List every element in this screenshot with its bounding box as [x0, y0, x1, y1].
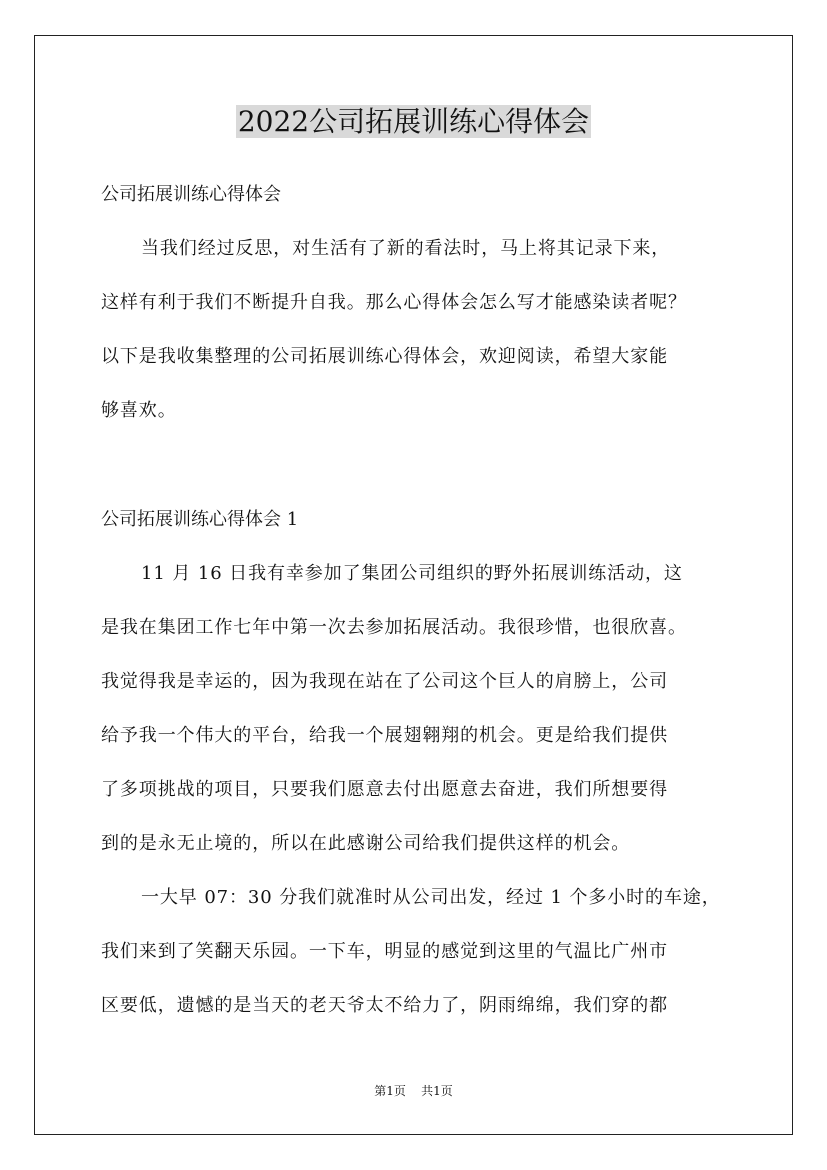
paragraph1-line: 给予我一个伟大的平台，给我一个展翅翱翔的机会。更是给我们提供 — [101, 725, 668, 746]
paragraph1-line: 了多项挑战的项目，只要我们愿意去付出愿意去奋进，我们所想要得 — [101, 779, 668, 800]
paragraph1-line: 11 月 16 日我有幸参加了集团公司组织的野外拓展训练活动，这 — [141, 563, 683, 584]
paragraph2-line: 区要低，遗憾的是当天的老天爷太不给力了，阴雨绵绵，我们穿的都 — [101, 995, 668, 1016]
paragraph2-line: 一大早 07：30 分我们就准时从公司出发，经过 1 个多小时的车途， — [141, 887, 721, 908]
intro-heading: 公司拓展训练心得体会 — [101, 184, 281, 205]
page-total: 共1页 — [421, 1084, 453, 1098]
paragraph2-line: 我们来到了笑翻天乐园。一下车，明显的感觉到这里的气温比广州市 — [101, 941, 668, 962]
paragraph1-line: 我觉得我是幸运的，因为我现在站在了公司这个巨人的肩膀上，公司 — [101, 671, 668, 692]
page-number: 第1页 — [374, 1084, 406, 1098]
intro-line: 这样有利于我们不断提升自我。那么心得体会怎么写才能感染读者呢？ — [101, 292, 687, 313]
section-heading: 公司拓展训练心得体会 1 — [101, 509, 299, 530]
intro-line: 当我们经过反思，对生活有了新的看法时，马上将其记录下来， — [141, 238, 671, 259]
page-footer — [0, 1083, 827, 1099]
document-title-text: 2022公司拓展训练心得体会 — [237, 105, 590, 138]
intro-line: 够喜欢。 — [101, 400, 177, 421]
document-title — [0, 102, 827, 142]
paragraph1-line: 到的是永无止境的，所以在此感谢公司给我们提供这样的机会。 — [101, 833, 631, 854]
paragraph1-line: 是我在集团工作七年中第一次去参加拓展活动。我很珍惜，也很欣喜。 — [101, 617, 687, 638]
intro-line: 以下是我收集整理的公司拓展训练心得体会，欢迎阅读，希望大家能 — [101, 346, 668, 367]
